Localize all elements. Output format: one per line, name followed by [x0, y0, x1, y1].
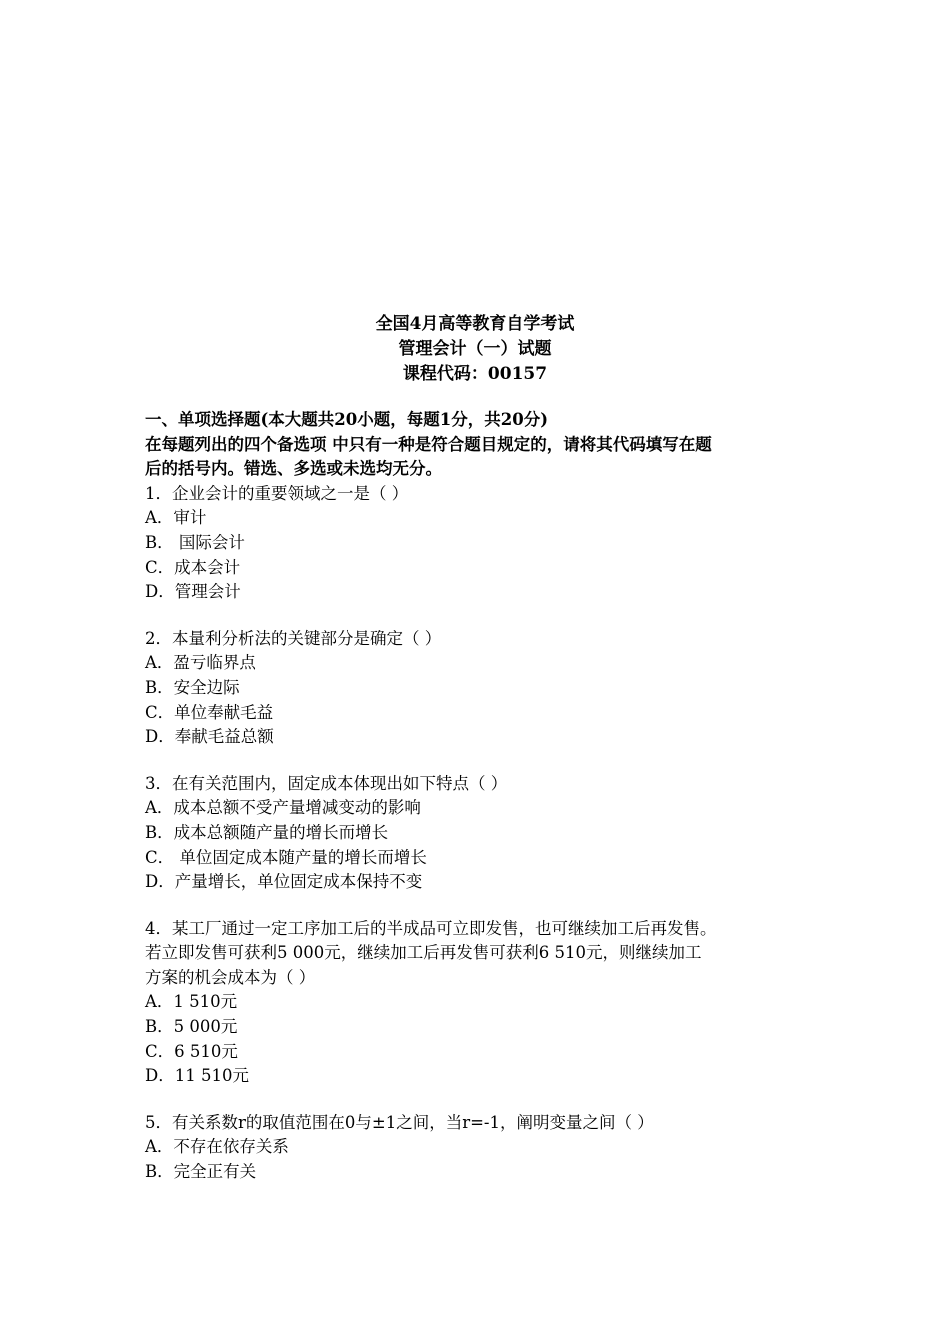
- question-option: A．盈亏临界点: [145, 653, 256, 673]
- question-5: [145, 1111, 825, 1185]
- exam-title: 全国4月高等教育自学考试: [375, 314, 575, 334]
- question-stem: 若立即发售可获利5 000元，继续加工后再发售可获利6 510元，则继续加工: [145, 943, 702, 963]
- question-option: A．1 510元: [145, 992, 238, 1012]
- question-option: C． 单位固定成本随产量的增长而增长: [145, 847, 427, 867]
- question-option: C．单位奉献毛益: [145, 702, 274, 722]
- question-option: D．11 510元: [145, 1066, 249, 1086]
- question-2: [145, 627, 825, 750]
- section-heading: 一、单项选择题(本大题共20小题，每题1分，共20分): [145, 410, 549, 429]
- question-stem: 1．企业会计的重要领域之一是（ ）: [145, 483, 409, 503]
- question-option: C．6 510元: [145, 1041, 238, 1061]
- question-option: B．完全正有关: [145, 1162, 257, 1182]
- question-4: [145, 917, 825, 1089]
- spacer: [145, 750, 825, 772]
- section-instruction-line-1: 在每题列出的四个备选项 中只有一种是符合题目规定的，请将其代码填写在题: [145, 434, 712, 454]
- question-option: C．成本会计: [145, 557, 241, 577]
- question-option: B． 国际会计: [145, 532, 245, 552]
- question-3: [145, 772, 825, 895]
- question-option: A．不存在依存关系: [145, 1137, 289, 1157]
- question-stem: 5．有关系数r的取值范围在0与±1之间，当r=-1，阐明变量之间（ ）: [145, 1112, 654, 1132]
- question-option: A．审计: [145, 508, 207, 528]
- exam-header: [0, 312, 950, 387]
- exam-body: [145, 408, 825, 1185]
- spacer: [145, 1089, 825, 1111]
- question-option: D．管理会计: [145, 582, 241, 602]
- question-option: B．安全边际: [145, 677, 240, 697]
- question-1: [145, 482, 825, 605]
- question-option: D．产量增长，单位固定成本保持不变: [145, 872, 423, 892]
- exam-subtitle: 管理会计（一）试题: [398, 339, 552, 359]
- course-code: 课程代码：00157: [402, 364, 548, 384]
- spacer: [145, 895, 825, 917]
- question-stem: 2．本量利分析法的关键部分是确定（ ）: [145, 628, 442, 648]
- question-option: B．成本总额随产量的增长而增长: [145, 822, 389, 842]
- question-option: A．成本总额不受产量增减变动的影响: [145, 798, 421, 818]
- question-stem: 3．在有关范围内，固定成本体现出如下特点（ ）: [145, 773, 508, 793]
- question-stem: 方案的机会成本为（ ）: [145, 967, 316, 987]
- question-option: B．5 000元: [145, 1017, 238, 1037]
- spacer: [145, 605, 825, 627]
- section-instruction-line-2: 后的括号内。错选、多选或未选均无分。: [145, 459, 442, 479]
- question-stem: 4．某工厂通过一定工序加工后的半成品可立即发售，也可继续加工后再发售。: [145, 918, 717, 938]
- question-option: D．奉献毛益总额: [145, 727, 274, 747]
